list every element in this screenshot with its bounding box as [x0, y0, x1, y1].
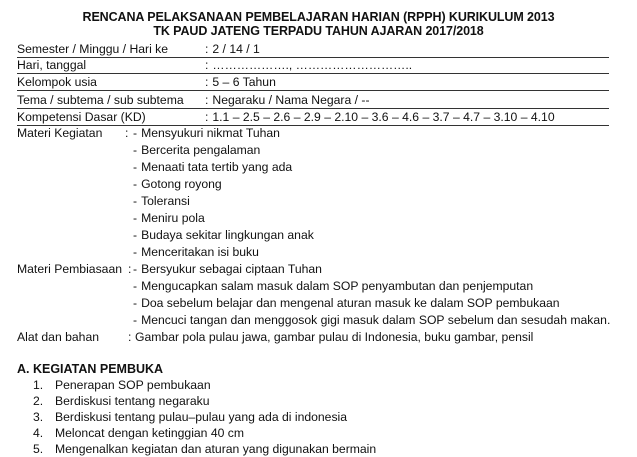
materi-kegiatan-item: - Bercerita pengalaman	[133, 143, 261, 157]
materi-kegiatan-item: - Mensyukuri nikmat Tuhan	[133, 126, 280, 140]
materi-kegiatan-item: - Budaya sekitar lingkungan anak	[133, 228, 314, 242]
identity-row-kompetensi-dasar	[17, 110, 609, 126]
identity-row-semester	[17, 42, 609, 58]
identity-label: Kelompok usia	[17, 75, 97, 89]
identity-value: : ………………., ………………………..	[205, 58, 413, 72]
identity-value: : 2 / 14 / 1	[205, 42, 260, 56]
materi-pembiasaan-label: Materi Pembiasaan	[17, 262, 122, 276]
materi-pembiasaan-item: - Bersyukur sebagai ciptaan Tuhan	[133, 262, 322, 276]
identity-label: Semester / Minggu / Hari ke	[17, 42, 169, 56]
rpph-document: RENCANA PELAKSANAAN PEMBELAJARAN HARIAN (RPPH) KURIKULUM 2013 TK PAUD JATENG TERPADU TAHUN AJARAN 2017/2018 Semester / Minggu / Hari ke : 2 / 14 / 1 Hari, tanggal : ………………., ……………………….. Kelompok usia : 5 – 6 Tahun Tema / subtema / sub subtema : Negaraku / Nama Negara / -- Kompetensi Dasar (KD) : 1.1 – 2.5 – 2.6 – 2.9 – 2.10 – 3.6 – 4.6 – 3.7 – 4.7 – 3.10 – 4.10 Materi Kegiatan : - Mensyukuri nikmat Tuhan - Bercerita pengalaman - Menaati tata tertib yang ada - Gotong royong - Toleransi - Meniru pola - Budaya sekitar lingkungan anak - Menceritakan isi buku Materi Pembiasaan : - Bersyukur sebagai ciptaan Tuhan - Mengucapkan salam masuk dalam SOP penyambutan dan penjemputan - Doa sebelum belajar dan mengenal aturan masuk ke dalam SOP pembukaan - Mencuci tangan dan menggosok gigi masuk dalam SOP sebelum dan sesudah makan. Alat dan bahan : Gambar pola pulau jawa, gambar pulau di Indonesia, buku gambar, pensil A. KEGIATAN PEMBUKA 1. Penerapan SOP pembukaan 2. Berdiskusi tentang negaraku 3. Berdiskusi tentang pulau–pulau yang ada di indonesia 4. Meloncat dengan ketinggian 40 cm 5. Mengenalkan kegiatan dan aturan yang digunakan bermain	[0, 0, 637, 457]
identity-row-kelompok-usia	[17, 75, 609, 91]
identity-value: : Negaraku / Nama Negara / --	[205, 93, 370, 107]
alat-bahan-colon: :	[128, 330, 132, 344]
materi-pembiasaan-item: - Doa sebelum belajar dan mengenal aturan masuk ke dalam SOP pembukaan	[133, 296, 560, 310]
identity-label: Hari, tanggal	[17, 58, 87, 72]
materi-kegiatan-item: - Gotong royong	[133, 177, 222, 191]
alat-bahan-value: Gambar pola pulau jawa, gambar pulau di Indonesia, buku gambar, pensil	[135, 330, 534, 344]
materi-kegiatan-item: - Meniru pola	[133, 211, 205, 225]
materi-pembiasaan-item: - Mencuci tangan dan menggosok gigi masuk dalam SOP sebelum dan sesudah makan.	[133, 313, 611, 327]
kegiatan-pembuka-heading: A. KEGIATAN PEMBUKA	[17, 362, 164, 376]
materi-kegiatan-item: - Menaati tata tertib yang ada	[133, 160, 293, 174]
materi-pembiasaan-colon: :	[128, 262, 132, 276]
materi-kegiatan-label: Materi Kegiatan	[17, 126, 103, 140]
identity-label: Tema / subtema / sub subtema	[17, 93, 184, 107]
materi-pembiasaan-item: - Mengucapkan salam masuk dalam SOP penyambutan dan penjemputan	[133, 279, 534, 293]
identity-label: Kompetensi Dasar (KD)	[17, 110, 146, 124]
materi-kegiatan-colon: :	[125, 126, 129, 140]
document-subtitle: TK PAUD JATENG TERPADU TAHUN AJARAN 2017/2018	[153, 24, 484, 38]
materi-kegiatan-item: - Menceritakan isi buku	[133, 245, 259, 259]
identity-value: : 1.1 – 2.5 – 2.6 – 2.9 – 2.10 – 3.6 – 4.6 – 3.7 – 4.7 – 3.10 – 4.10	[205, 110, 555, 124]
materi-kegiatan-item: - Toleransi	[133, 194, 190, 208]
identity-value: : 5 – 6 Tahun	[205, 75, 276, 89]
identity-row-hari-tanggal	[17, 58, 609, 74]
alat-bahan-label: Alat dan bahan	[17, 330, 99, 344]
document-title: RENCANA PELAKSANAAN PEMBELAJARAN HARIAN (RPPH) KURIKULUM 2013	[82, 10, 555, 24]
identity-row-tema	[17, 93, 609, 109]
